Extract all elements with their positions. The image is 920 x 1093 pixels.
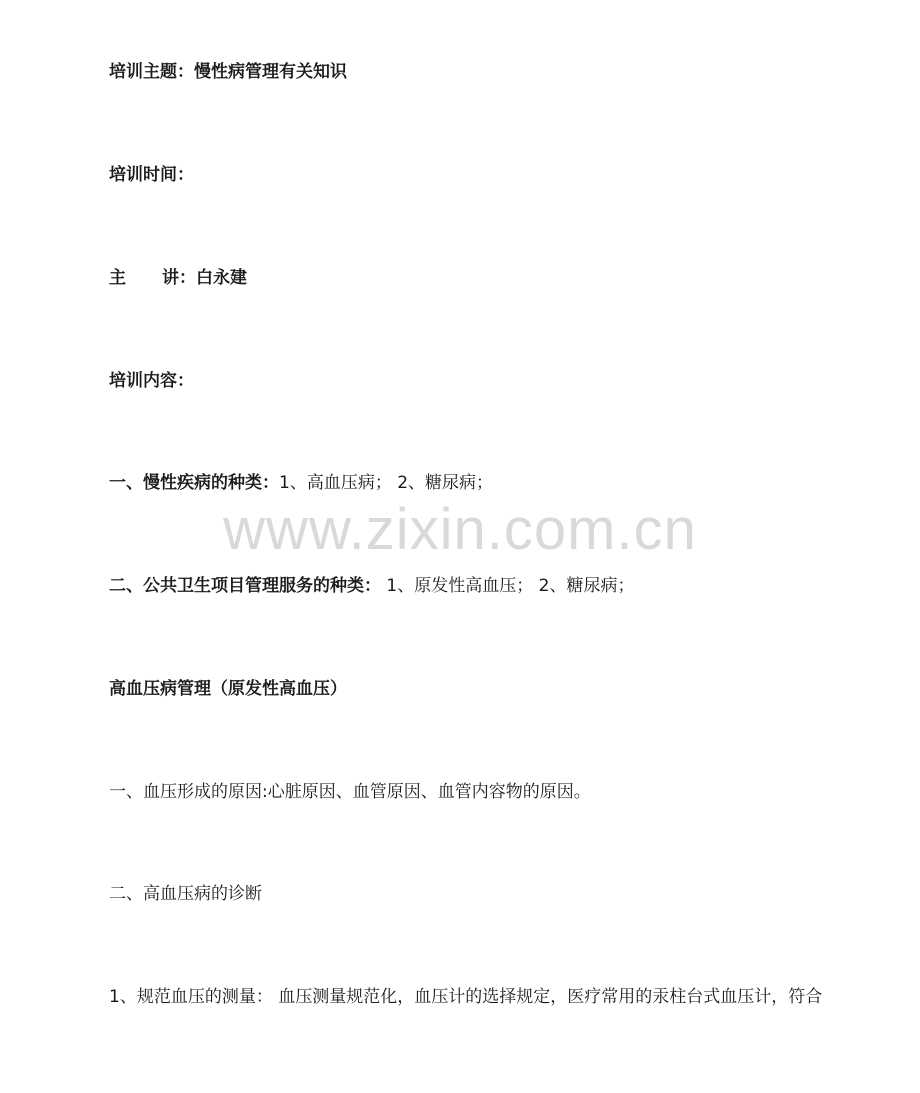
chronic-disease-types-text: 1、高血压病； 2、糖尿病； [279, 473, 494, 493]
public-health-service-types-text: 1、原发性高血压； 2、糖尿病； [381, 576, 635, 596]
training-content-label: 培训内容： [109, 371, 194, 391]
watermark: www.zixin.com.cn [223, 497, 697, 562]
chronic-disease-types-heading: 一、慢性疾病的种类： [109, 473, 279, 493]
public-health-service-types-line [109, 574, 634, 598]
hypertension-management-title: 高血压病管理（原发性高血压） [109, 679, 347, 699]
public-health-service-types-heading: 二、公共卫生项目管理服务的种类： [109, 576, 381, 596]
blood-pressure-causes-paragraph: 一、血压形成的原因:心脏原因、血管原因、血管内容物的原因。 [109, 782, 591, 802]
bp-measurement-paragraph: 1、规范血压的测量： 血压测量规范化，血压计的选择规定，医疗常用的汞柱台式血压计，符合 [109, 987, 823, 1007]
training-topic-line [109, 60, 347, 84]
speaker-value: 白永建 [196, 268, 247, 288]
training-time-label: 培训时间： [109, 165, 194, 185]
speaker-label-second: 讲： [162, 268, 196, 288]
training-time-line [109, 163, 194, 187]
training-content-line [109, 369, 194, 393]
chronic-disease-types-line [109, 471, 493, 495]
training-topic-value: 慢性病管理有关知识 [194, 62, 347, 82]
hypertension-diagnosis-heading: 二、高血压病的诊断 [109, 884, 262, 904]
speaker-label-first: 主 [109, 268, 126, 288]
training-topic-label: 培训主题： [109, 62, 194, 82]
speaker-line [109, 266, 247, 290]
